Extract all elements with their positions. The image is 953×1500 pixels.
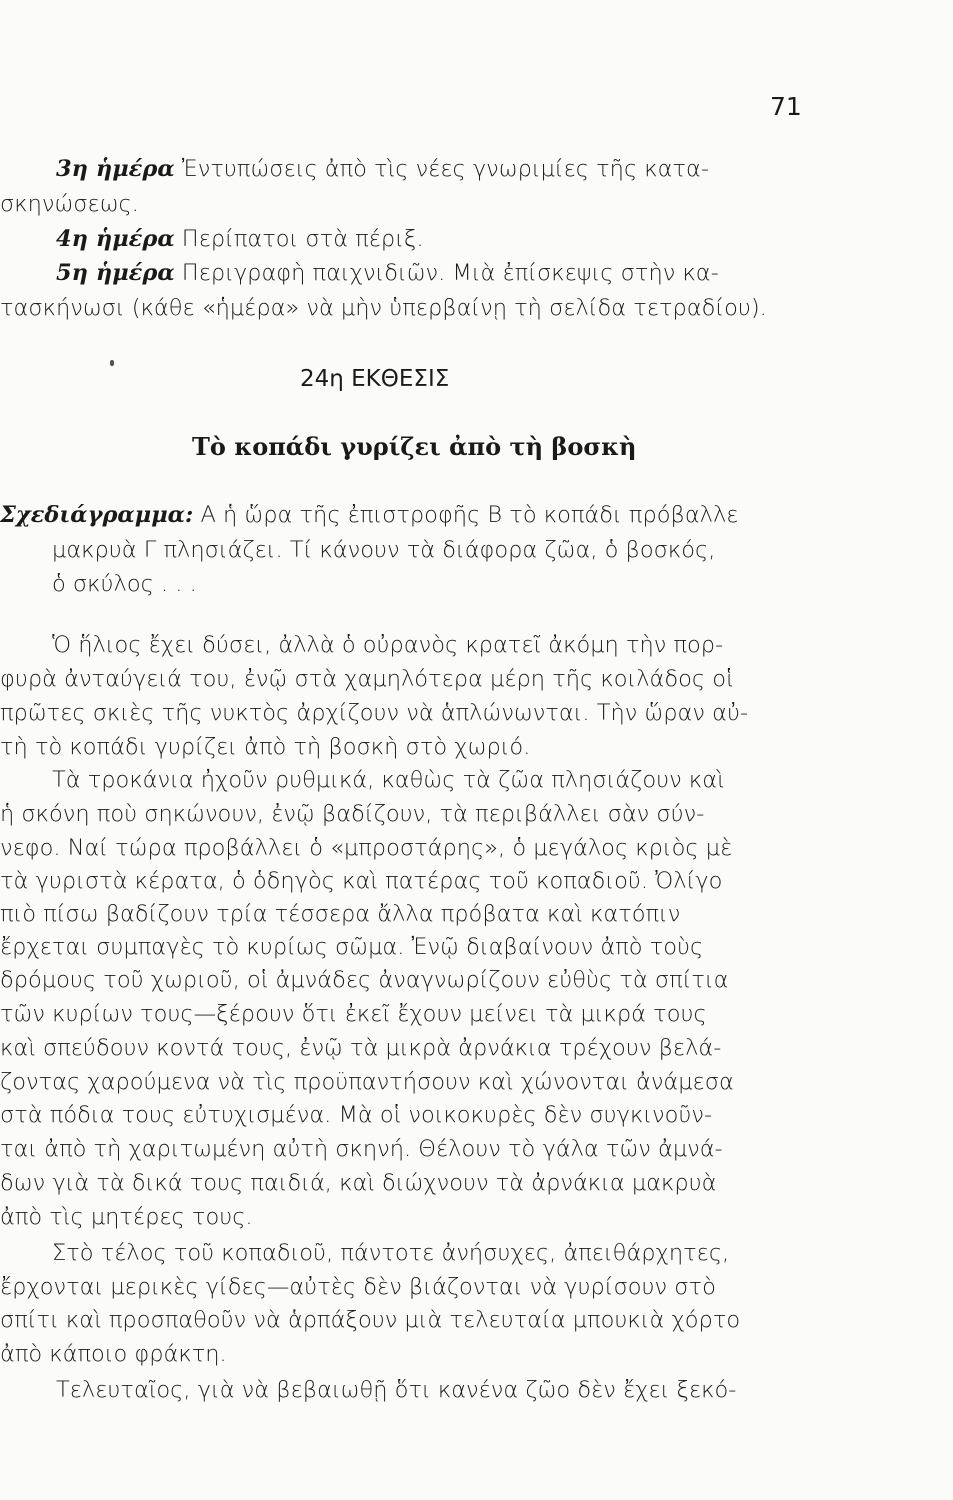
body-line-17: δων γιὰ τὰ δικά τους παιδιά, καὶ διώχνουν τὰ ἀρνάκια μακρυὰ [0,1170,717,1196]
body-line-18: ἀπὸ τὶς μητέρες τους. [0,1204,253,1230]
essay-title: Τὸ κοπάδι γυρίζει ἀπὸ τὴ βοσκὴ [192,432,637,461]
print-speck [110,360,114,366]
body-line-20: ἔρχονται μερικὲς γίδες—αὐτὲς δὲν βιάζονται νὰ γυρίσουν στὸ [0,1274,716,1300]
body-line-16: ται ἀπὸ τὴ χαριτωμένη αὐτὴ σκηνή. Θέλουν τὸ γάλα τῶν ἀμνά- [0,1136,723,1162]
body-line-11: δρόμους τοῦ χωριοῦ, οἱ ἀμνάδες ἀναγνωρίζουν εὐθὺς τὰ σπίτια [0,967,729,993]
schedule-day4-text: Περίπατοι στὰ πέριξ. [174,226,424,252]
body-line-12: τῶν κυρίων τους—ξέρουν ὅτι ἐκεῖ ἔχουν μείνει τὰ μικρά τους [0,1001,707,1027]
body-line-22: ἀπὸ κάποιο φράκτη. [0,1341,227,1367]
schedule-day3-text: Ἐντυπώσεις ἀπὸ τὶς νέες γνωριμίες τῆς κατα- [174,156,709,182]
essay-heading: 24η ΕΚΘΕΣΙΣ [300,366,450,392]
body-line-4: τὴ τὸ κοπάδι γυρίζει ἀπὸ τὴ βοσκὴ στὸ χωριό. [0,734,531,760]
body-line-23: Τελευταῖος, γιὰ νὰ βεβαιωθῇ ὅτι κανένα ζῶο δὲν ἔχει ξεκό- [56,1377,737,1403]
body-line-19: Στὸ τέλος τοῦ κοπαδιοῦ, πάντοτε ἀνήσυχες, ἀπειθάρχητες, [52,1240,730,1266]
body-line-10: ἔρχεται συμπαγὲς τὸ κυρίως σῶμα. Ἐνῷ διαβαίνουν ἀπὸ τοὺς [0,934,704,960]
outline-text-1: Α ἡ ὥρα τῆς ἐπιστροφῆς Β τὸ κοπάδι πρόβαλλε [193,502,739,528]
schedule-day4-line [56,224,424,254]
page-number: 71 [770,92,802,121]
outline-line-3: ὁ σκύλος . . . [52,571,197,597]
schedule-day5-continuation: τασκήνωσι (κάθε «ἡμέρα» νὰ μὴν ὑπερβαίνῃ τὴ σελίδα τετραδίου). [0,295,767,321]
body-line-21: σπίτι καὶ προσπαθοῦν νὰ ἁρπάξουν μιὰ τελευταία μπουκιὰ χόρτο [0,1307,741,1333]
outline-line-2: μακρυὰ Γ πλησιάζει. Τί κάνουν τὰ διάφορα ζῶα, ὁ βοσκός, [52,537,716,563]
body-line-5: Τὰ τροκάνια ἠχοῦν ρυθμικά, καθὼς τὰ ζῶα πλησιάζουν καὶ [52,767,725,793]
schedule-day3-label: 3η ἡμέρα [56,156,175,182]
outline-line-1 [0,500,738,530]
outline-label: Σχεδιάγραμμα: [0,502,194,528]
body-line-3: πρῶτες σκιὲς τῆς νυκτὸς ἀρχίζουν νὰ ἁπλώνωνται. Τὴν ὥραν αὐ- [0,700,749,726]
schedule-day5-line [56,258,719,288]
body-line-2: φυρὰ ἀνταύγειά του, ἐνῷ στὰ χαμηλότερα μέρη τῆς κοιλάδος οἱ [0,666,734,692]
body-line-8: τὰ γυριστὰ κέρατα, ὁ ὁδηγὸς καὶ πατέρας τοῦ κοπαδιοῦ. Ὀλίγο [0,868,723,894]
body-line-7: νεφο. Ναί τώρα προβάλλει ὁ «μπροστάρης», ὁ μεγάλος κριὸς μὲ [0,835,733,861]
body-line-6: ἡ σκόνη ποὺ σηκώνουν, ἐνῷ βαδίζουν, τὰ περιβάλλει σὰν σύν- [0,801,705,827]
body-line-9: πιὸ πίσω βαδίζουν τρία τέσσερα ἄλλα πρόβατα καὶ κατόπιν [0,901,681,927]
schedule-day5-label: 5η ἡμέρα [56,260,175,286]
body-line-13: καὶ σπεύδουν κοντά τους, ἐνῷ τὰ μικρὰ ἀρνάκια τρέχουν βελά- [0,1035,722,1061]
body-line-15: στὰ πόδια τους εὐτυχισμένα. Μὰ οἱ νοικοκυρὲς δὲν συγκινοῦν- [0,1102,713,1128]
body-line-1: Ὁ ἥλιος ἔχει δύσει, ἀλλὰ ὁ οὐρανὸς κρατεῖ ἀκόμη τὴν πορ- [52,632,724,658]
schedule-day4-label: 4η ἡμέρα [56,226,175,252]
schedule-day3-continuation: σκηνώσεως. [0,191,139,217]
schedule-day3-line [56,154,709,184]
body-line-14: ζοντας χαρούμενα νὰ τὶς προϋπαντήσουν καὶ χώνονται ἀνάμεσα [0,1069,734,1095]
schedule-day5-text: Περιγραφὴ παιχνιδιῶν. Μιὰ ἐπίσκεψις στὴν κα- [174,260,719,286]
